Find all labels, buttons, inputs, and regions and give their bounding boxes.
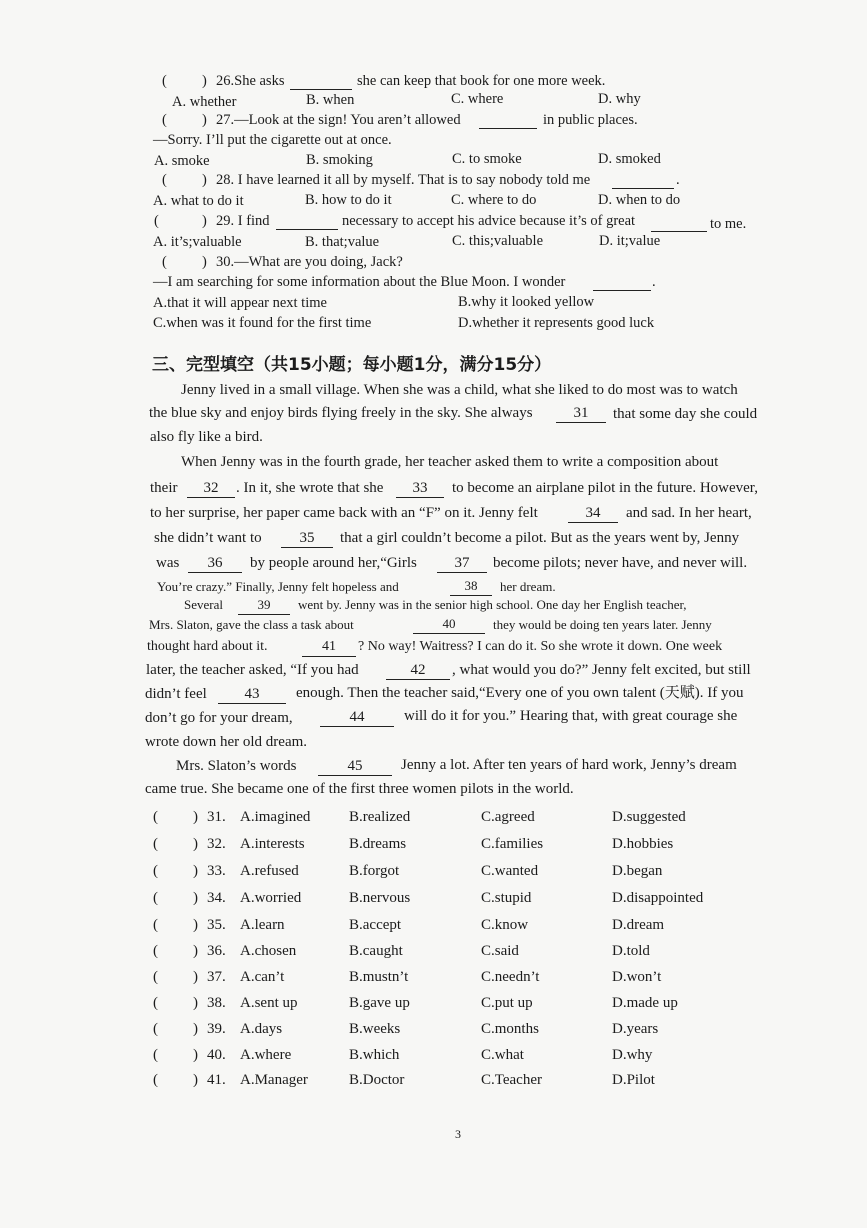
option-29-d: D. it;value xyxy=(599,233,661,249)
section-3-heading: 三、完型填空（共15小题；每小题1分，满分15分） xyxy=(152,355,552,375)
answer-paren: ) xyxy=(193,809,198,825)
passage-line: ? No way! Waitress? I can do it. So she wrote it down. One week xyxy=(358,639,723,654)
cloze-blank-44: 44 xyxy=(320,708,394,727)
option-a: A.worried xyxy=(240,890,302,906)
option-b: B.weeks xyxy=(349,1021,401,1037)
passage-line: , what would you do?” Jenny felt excited, but still xyxy=(452,662,751,678)
cloze-blank-45: 45 xyxy=(318,757,392,776)
option-a: A.Manager xyxy=(240,1072,308,1088)
option-c: C.put up xyxy=(481,995,533,1011)
answer-paren: ) xyxy=(193,1021,198,1037)
option-c: C.stupid xyxy=(481,890,532,906)
answer-paren-close-30: ) xyxy=(202,254,207,270)
answer-paren: ( xyxy=(153,995,158,1011)
answer-paren-29: ( xyxy=(154,213,159,229)
option-26-b: B. when xyxy=(306,92,355,108)
option-d: D.why xyxy=(612,1047,653,1063)
answer-paren: ) xyxy=(193,995,198,1011)
question-27-stem-end: in public places. xyxy=(543,112,638,128)
option-c: C.families xyxy=(481,836,544,852)
passage-line: didn’t feel xyxy=(145,686,207,702)
question-30-reply-end: . xyxy=(652,274,656,290)
option-b: B.nervous xyxy=(349,890,411,906)
passage-line: they would be doing ten years later. Jenny xyxy=(493,617,712,632)
passage-line: their xyxy=(150,480,178,496)
option-number: 38. xyxy=(207,995,226,1011)
cloze-blank-35: 35 xyxy=(281,529,333,548)
question-30-blank xyxy=(593,273,651,291)
option-a: A.imagined xyxy=(240,809,311,825)
option-c: C.know xyxy=(481,917,529,933)
question-29-stem-mid: necessary to accept his advice because it’s of great xyxy=(342,213,636,229)
passage-line: When Jenny was in the fourth grade, her teacher asked them to write a composition about xyxy=(181,454,719,470)
option-a: A.refused xyxy=(240,863,299,879)
answer-paren: ) xyxy=(193,969,198,985)
question-29-blank-2 xyxy=(651,214,707,232)
answer-paren-close-27: ) xyxy=(202,112,207,128)
passage-line: was xyxy=(156,555,180,571)
passage-line: the blue sky and enjoy birds flying freely in the sky. She always xyxy=(149,405,533,421)
option-d: D.suggested xyxy=(612,809,686,825)
question-30-reply: —I am searching for some information about the Blue Moon. I wonder xyxy=(153,274,566,290)
answer-paren: ) xyxy=(193,836,198,852)
answer-paren: ) xyxy=(193,917,198,933)
cloze-blank-40: 40 xyxy=(413,615,485,634)
passage-line: enough. Then the teacher said,“Every one of you own talent (天赋). If you xyxy=(296,685,744,701)
cloze-blank-31: 31 xyxy=(556,404,606,423)
option-c: C.what xyxy=(481,1047,524,1063)
question-29-stem-end: to me. xyxy=(710,216,747,232)
cloze-blank-38: 38 xyxy=(450,577,492,596)
option-a: A.learn xyxy=(240,917,285,933)
option-d: D.hobbies xyxy=(612,836,674,852)
page-number: 3 xyxy=(455,1127,461,1141)
answer-paren: ) xyxy=(193,863,198,879)
passage-line: will do it for you.” Hearing that, with great courage she xyxy=(404,708,738,724)
option-c: C.said xyxy=(481,943,519,959)
option-a: A.where xyxy=(240,1047,292,1063)
answer-paren: ( xyxy=(153,863,158,879)
passage-line: Jenny lived in a small village. When she was a child, what she liked to do most was to watch xyxy=(181,382,738,398)
cloze-blank-33: 33 xyxy=(396,479,444,498)
answer-paren: ) xyxy=(193,1072,198,1088)
option-number: 39. xyxy=(207,1021,226,1037)
answer-paren: ) xyxy=(193,943,198,959)
option-number: 32. xyxy=(207,836,226,852)
passage-line: and sad. In her heart, xyxy=(626,505,752,521)
option-28-c: C. where to do xyxy=(451,192,537,208)
option-d: D.years xyxy=(612,1021,659,1037)
option-number: 37. xyxy=(207,969,226,985)
passage-line: that a girl couldn’t become a pilot. But as the years went by, Jenny xyxy=(340,530,740,546)
option-number: 33. xyxy=(207,863,226,879)
question-29-blank-1 xyxy=(276,212,338,230)
option-30-c: C.when was it found for the first time xyxy=(153,315,372,331)
option-b: B.accept xyxy=(349,917,402,933)
passage-line: Mrs. Slaton’s words xyxy=(176,758,297,774)
option-d: D.won’t xyxy=(612,969,662,985)
passage-line: . In it, she wrote that she xyxy=(236,480,384,496)
question-27-blank xyxy=(479,111,537,129)
cloze-blank-37: 37 xyxy=(437,554,487,573)
cloze-blank-43: 43 xyxy=(218,685,286,704)
answer-paren-26: ( xyxy=(162,73,167,89)
cloze-blank-32: 32 xyxy=(187,479,235,498)
passage-line: also fly like a bird. xyxy=(150,429,263,445)
option-d: D.began xyxy=(612,863,663,879)
answer-paren: ( xyxy=(153,890,158,906)
answer-paren: ( xyxy=(153,1021,158,1037)
passage-line: by people around her,“Girls xyxy=(250,555,417,571)
passage-line: came true. She became one of the first three women pilots in the world. xyxy=(145,781,574,797)
option-27-c: C. to smoke xyxy=(452,151,522,167)
passage-line: thought hard about it. xyxy=(147,639,268,654)
option-number: 41. xyxy=(207,1072,226,1088)
answer-paren: ( xyxy=(153,809,158,825)
option-b: B.mustn’t xyxy=(349,969,409,985)
option-a: A.days xyxy=(240,1021,283,1037)
answer-paren: ) xyxy=(193,1047,198,1063)
passage-line: to become an airplane pilot in the future. However, xyxy=(452,480,758,496)
passage-line: later, the teacher asked, “If you had xyxy=(146,662,359,678)
question-28-blank xyxy=(612,171,674,189)
option-29-b: B. that;value xyxy=(305,234,380,250)
option-26-a: A. whether xyxy=(172,94,237,110)
answer-paren: ( xyxy=(153,969,158,985)
option-27-a: A. smoke xyxy=(154,153,210,169)
answer-paren-30: ( xyxy=(162,254,167,270)
cloze-blank-42: 42 xyxy=(386,661,450,680)
option-30-b: B.why it looked yellow xyxy=(458,294,595,310)
option-number: 36. xyxy=(207,943,226,959)
option-c: C.agreed xyxy=(481,809,535,825)
answer-paren: ( xyxy=(153,943,158,959)
cloze-blank-36: 36 xyxy=(188,554,242,573)
option-c: C.needn’t xyxy=(481,969,540,985)
question-30-stem: 30.—What are you doing, Jack? xyxy=(216,254,403,270)
answer-paren: ( xyxy=(153,836,158,852)
option-a: A.can’t xyxy=(240,969,285,985)
option-29-a: A. it’s;valuable xyxy=(153,234,242,250)
option-28-b: B. how to do it xyxy=(305,192,392,208)
question-26-stem: 26.She asks xyxy=(216,73,285,89)
question-28-stem-end: . xyxy=(676,172,680,188)
option-29-c: C. this;valuable xyxy=(452,233,544,249)
answer-paren: ( xyxy=(153,917,158,933)
option-c: C.wanted xyxy=(481,863,539,879)
passage-line: don’t go for your dream, xyxy=(145,710,293,726)
passage-line: to her surprise, her paper came back with an “F” on it. Jenny felt xyxy=(150,505,538,521)
option-b: B.dreams xyxy=(349,836,407,852)
passage-line: that some day she could xyxy=(613,406,758,422)
option-26-c: C. where xyxy=(451,91,504,107)
answer-paren-28: ( xyxy=(162,172,167,188)
answer-paren: ( xyxy=(153,1072,158,1088)
passage-line: become pilots; never have, and never will. xyxy=(493,555,748,571)
passage-line: Several xyxy=(184,597,223,612)
answer-paren-close-29: ) xyxy=(202,213,207,229)
option-27-d: D. smoked xyxy=(598,151,661,167)
question-27-reply: —Sorry. I’ll put the cigarette out at once. xyxy=(153,132,392,148)
answer-paren-close-28: ) xyxy=(202,172,207,188)
passage-line: her dream. xyxy=(500,579,556,594)
option-c: C.Teacher xyxy=(481,1072,542,1088)
option-a: A.sent up xyxy=(240,995,298,1011)
question-26-blank xyxy=(290,72,352,90)
option-number: 35. xyxy=(207,917,226,933)
option-d: D.dream xyxy=(612,917,665,933)
passage-line: wrote down her old dream. xyxy=(145,734,308,750)
option-b: B.caught xyxy=(349,943,403,959)
answer-paren-27: ( xyxy=(162,112,167,128)
passage-line: she didn’t want to xyxy=(154,530,262,546)
option-26-d: D. why xyxy=(598,91,641,107)
option-a: A.chosen xyxy=(240,943,297,959)
option-d: D.made up xyxy=(612,995,678,1011)
option-30-d: D.whether it represents good luck xyxy=(458,315,655,331)
option-d: D.disappointed xyxy=(612,890,704,906)
answer-paren: ) xyxy=(193,890,198,906)
passage-line: Mrs. Slaton, gave the class a task about xyxy=(149,617,354,632)
question-28-stem: 28. I have learned it all by myself. That is to say nobody told me xyxy=(216,172,591,188)
option-b: B.gave up xyxy=(349,995,410,1011)
option-d: D.told xyxy=(612,943,650,959)
cloze-blank-34: 34 xyxy=(568,504,618,523)
cloze-blank-41: 41 xyxy=(302,638,356,657)
passage-line: went by. Jenny was in the senior high school. One day her English teacher, xyxy=(298,597,687,612)
option-27-b: B. smoking xyxy=(306,152,373,168)
option-c: C.months xyxy=(481,1021,539,1037)
answer-paren: ( xyxy=(153,1047,158,1063)
option-28-d: D. when to do xyxy=(598,192,681,208)
option-b: B.realized xyxy=(349,809,411,825)
option-number: 31. xyxy=(207,809,226,825)
answer-paren-close-26: ) xyxy=(202,73,207,89)
option-28-a: A. what to do it xyxy=(153,193,244,209)
passage-line: You’re crazy.” Finally, Jenny felt hopeless and xyxy=(157,579,399,594)
option-b: B.which xyxy=(349,1047,400,1063)
option-30-a: A.that it will appear next time xyxy=(153,295,327,311)
option-d: D.Pilot xyxy=(612,1072,655,1088)
question-26-stem-end: she can keep that book for one more week. xyxy=(357,73,606,89)
passage-line: Jenny a lot. After ten years of hard work, Jenny’s dream xyxy=(401,757,737,773)
question-29-stem: 29. I find xyxy=(216,213,270,229)
option-number: 34. xyxy=(207,890,226,906)
option-a: A.interests xyxy=(240,836,305,852)
option-b: B.Doctor xyxy=(349,1072,405,1088)
question-27-stem: 27.—Look at the sign! You aren’t allowed xyxy=(216,112,461,128)
cloze-blank-39: 39 xyxy=(238,596,290,615)
option-number: 40. xyxy=(207,1047,226,1063)
option-b: B.forgot xyxy=(349,863,400,879)
